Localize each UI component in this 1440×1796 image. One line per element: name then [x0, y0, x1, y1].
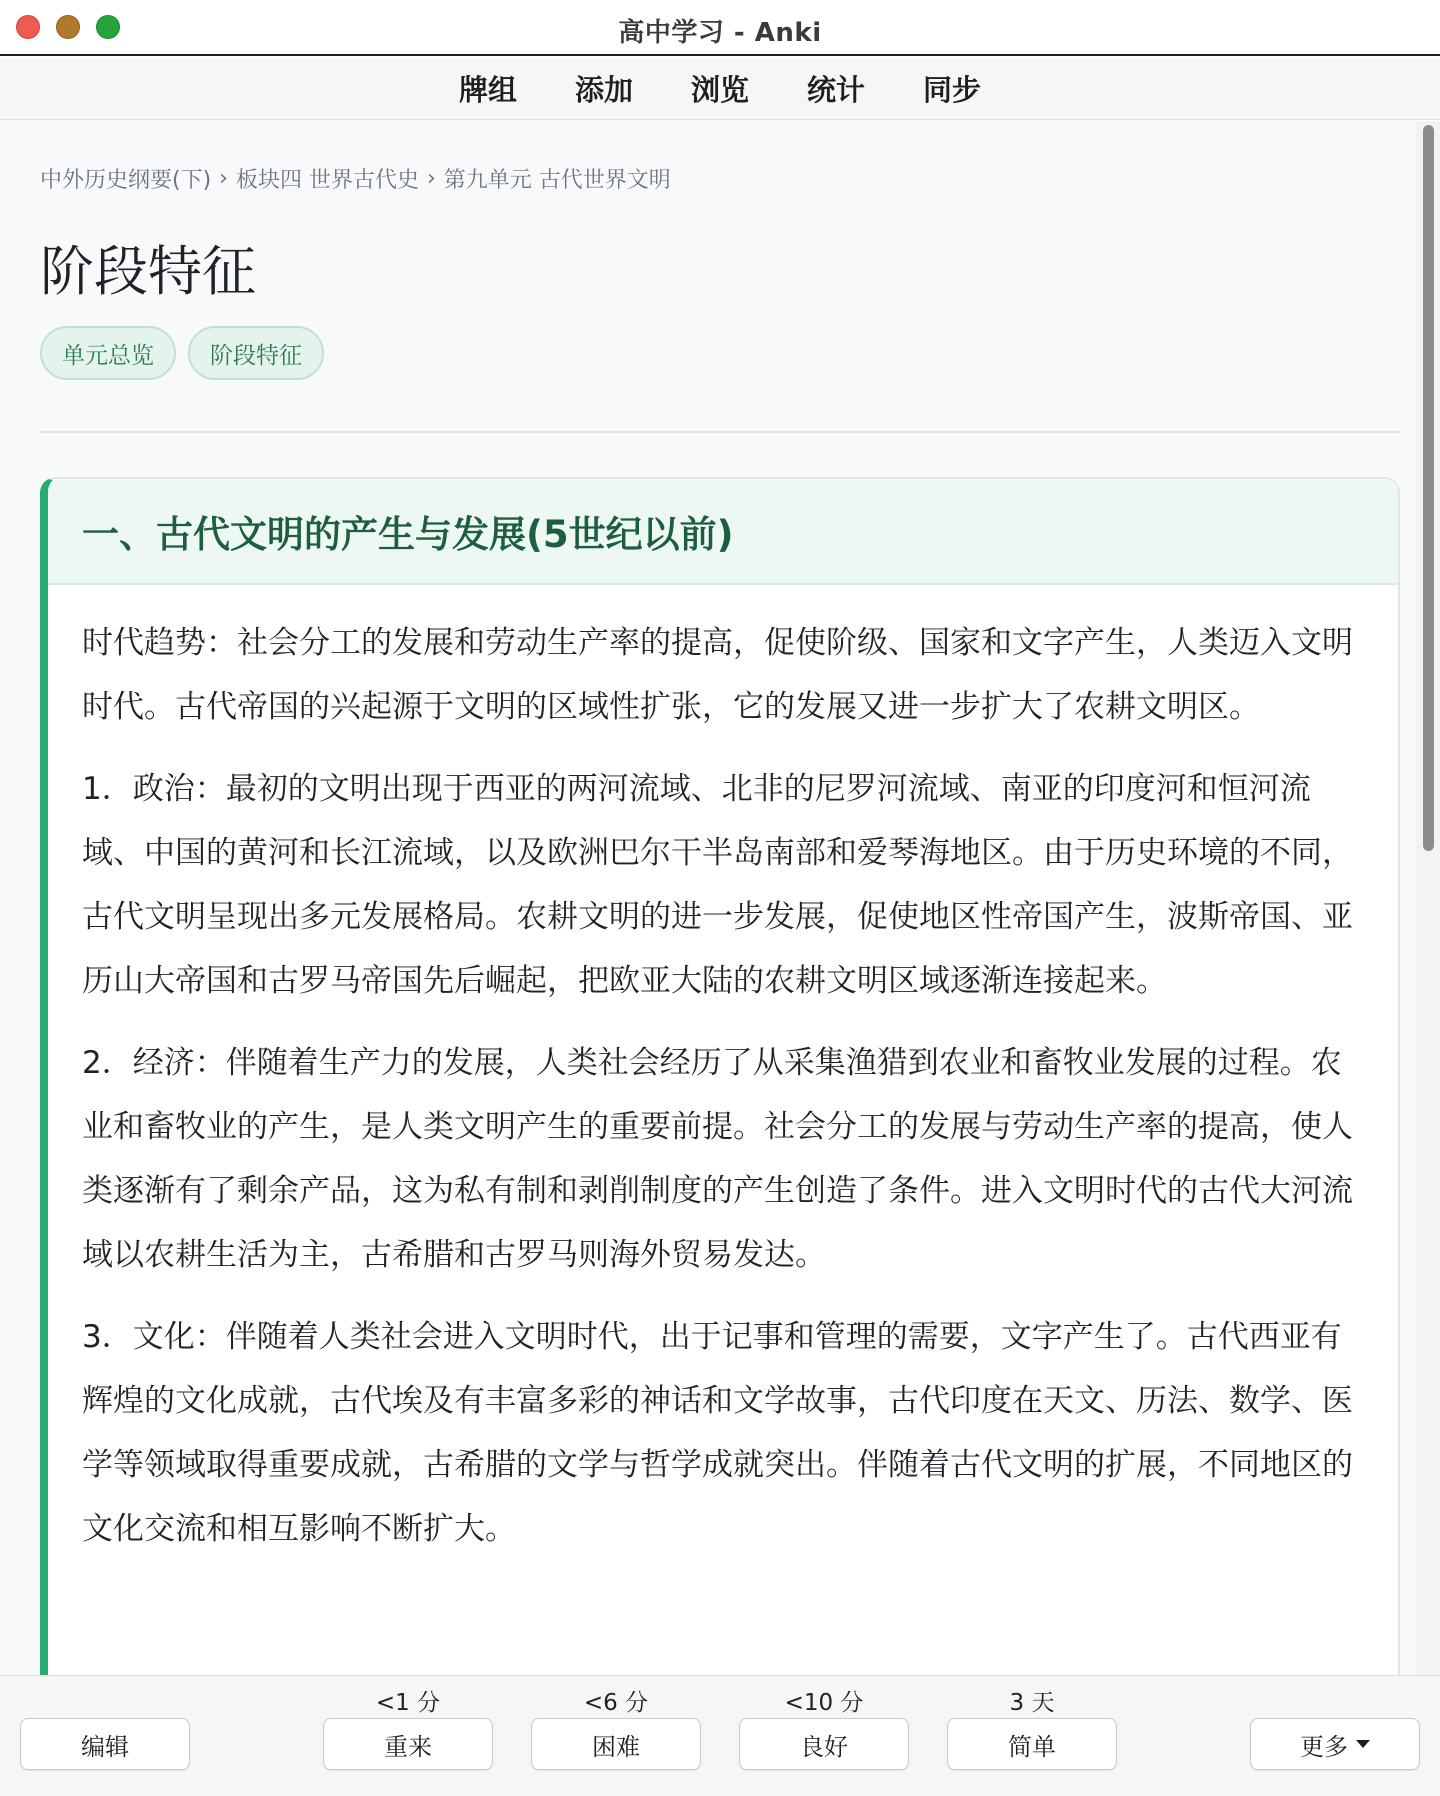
card-review-area [0, 121, 1440, 1675]
more-button-label: 更多 [1300, 1732, 1348, 1761]
tag-list [40, 326, 324, 380]
paragraph: 3．文化：伴随着人类社会进入文明时代，出于记事和管理的需要，文字产生了。古代西亚有辉煌的文化成就，古代埃及有丰富多彩的神话和文学故事，古代印度在天文、历法、数学、医学等领域取得重要成就，古希腊的文学与哲学成就突出。伴随着古代文明的扩展，不同地区的文化交流和相互影响不断扩大。 [82, 1319, 1353, 1547]
good-button-label: 良好 [800, 1732, 848, 1761]
section-heading: 一、古代文明的产生与发展(5世纪以前) [82, 513, 734, 556]
hard-button-label: 困难 [592, 1732, 640, 1761]
breadcrumb-item: 第九单元 古代世界文明 [443, 168, 671, 193]
breadcrumb-item: 板块四 世界古代史 [235, 168, 419, 193]
breadcrumb-separator: › [426, 166, 436, 191]
page-title: 阶段特征 [40, 240, 256, 303]
easy-button-label: 简单 [1008, 1732, 1056, 1761]
toolbar-decks[interactable]: 牌组 [458, 73, 517, 107]
good-button[interactable] [739, 1718, 909, 1770]
more-button[interactable] [1250, 1718, 1420, 1770]
toolbar-add[interactable]: 添加 [574, 73, 633, 107]
good-interval: <10 分 [784, 1690, 864, 1716]
breadcrumb [40, 163, 671, 194]
again-interval: <1 分 [375, 1690, 441, 1716]
again-button-label: 重来 [384, 1732, 432, 1761]
window-title: 高中学习 - Anki [618, 18, 822, 48]
chevron-down-icon [1356, 1740, 1370, 1748]
easy-interval: 3 天 [1009, 1690, 1055, 1716]
toolbar-stats[interactable]: 统计 [807, 73, 866, 107]
edit-button-label: 编辑 [81, 1732, 129, 1761]
paragraph: 时代趋势：社会分工的发展和劳动生产率的提高，促使阶级、国家和文字产生，人类迈入文明时代。古代帝国的兴起源于文明的区域性扩张，它的发展又进一步扩大了农耕文明区。 [82, 625, 1353, 725]
card-body [48, 585, 1398, 1561]
again-button[interactable] [323, 1718, 493, 1770]
breadcrumb-separator: › [219, 166, 228, 191]
paragraph: 2．经济：伴随着生产力的发展，人类社会经历了从采集渔猎到农业和畜牧业发展的过程。农业和畜牧业的产生，是人类文明产生的重要前提。社会分工的发展与劳动生产率的提高，使人类逐渐有了剩余产品，这为私有制和剥削制度的产生创造了条件。进入文明时代的古代大河流域以农耕生活为主，古希腊和古罗马则海外贸易发达。 [82, 1045, 1353, 1273]
divider [40, 431, 1400, 433]
answer-bar [0, 1675, 1440, 1796]
hard-button[interactable] [531, 1718, 701, 1770]
easy-button[interactable] [947, 1718, 1117, 1770]
tag-chip: 阶段特征 [188, 326, 324, 380]
main-toolbar [0, 58, 1440, 120]
title-bar [0, 0, 1440, 56]
card-header [48, 479, 1398, 585]
toolbar-browse[interactable]: 浏览 [690, 73, 749, 107]
content-card [40, 477, 1400, 1675]
scrollbar[interactable] [1416, 121, 1440, 1675]
tag-chip: 单元总览 [40, 326, 176, 380]
edit-button[interactable] [20, 1718, 190, 1770]
breadcrumb-item: 中外历史纲要(下) [40, 168, 212, 193]
scrollbar-thumb[interactable] [1423, 125, 1434, 851]
hard-interval: <6 分 [583, 1690, 649, 1716]
toolbar-sync[interactable]: 同步 [923, 73, 982, 107]
paragraph: 1．政治：最初的文明出现于西亚的两河流域、北非的尼罗河流域、南亚的印度河和恒河流域、中国的黄河和长江流域，以及欧洲巴尔干半岛南部和爱琴海地区。由于历史环境的不同，古代文明呈现出多元发展格局。农耕文明的进一步发展，促使地区性帝国产生，波斯帝国、亚历山大帝国和古罗马帝国先后崛起，把欧亚大陆的农耕文明区域逐渐连接起来。 [82, 771, 1353, 999]
